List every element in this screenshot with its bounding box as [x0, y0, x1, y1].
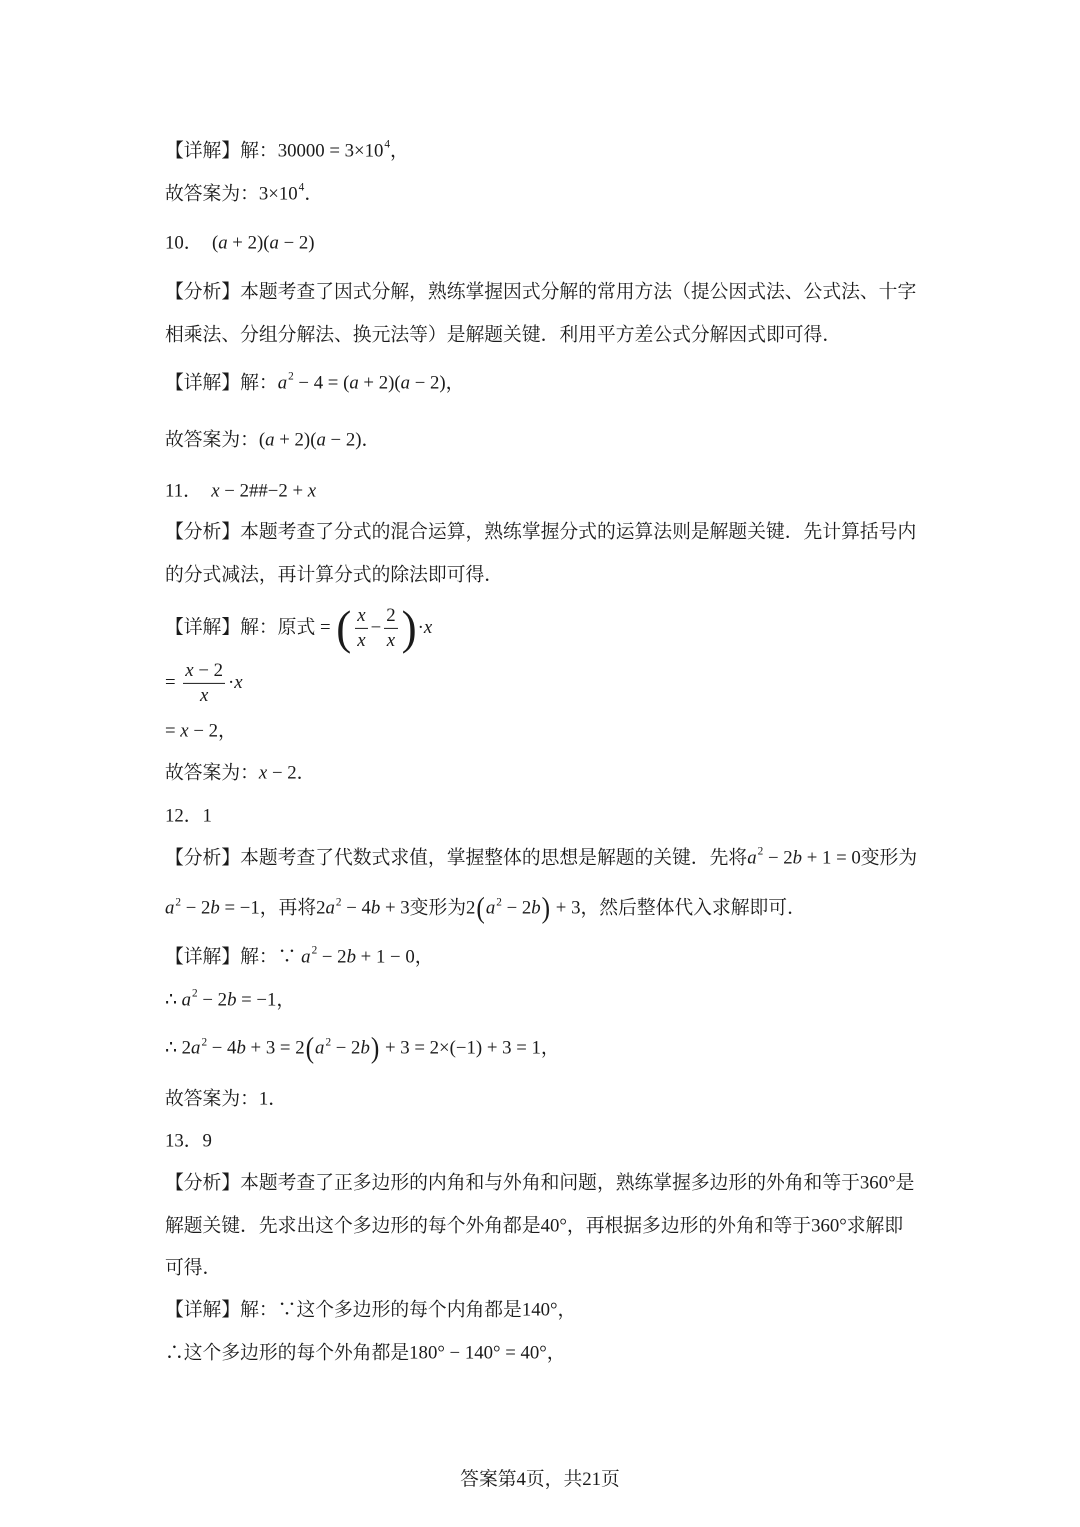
parenthesis: (	[336, 601, 352, 654]
text: ∴	[165, 989, 182, 1011]
math-variable: b	[360, 1037, 370, 1059]
math-text: 360°	[859, 1172, 896, 1194]
math-variable: a	[316, 429, 326, 451]
math-variable: a	[325, 897, 335, 919]
math-variable: a	[265, 429, 275, 451]
math-text: = −1	[236, 989, 277, 1011]
math-variable: a	[400, 372, 411, 394]
math-text: − 2	[501, 897, 532, 919]
math-text: ·	[417, 616, 424, 638]
math-text: 2	[386, 604, 396, 626]
fraction	[355, 605, 367, 651]
text-line	[165, 565, 503, 588]
math-variable: x	[185, 659, 194, 681]
math-text: − 4	[341, 897, 371, 919]
text: ，再根据多边形的外角和等于	[566, 1215, 812, 1237]
superscript: 4	[298, 182, 305, 195]
text-line	[165, 848, 917, 871]
text-line	[165, 481, 316, 504]
math-variable: b	[346, 946, 356, 968]
text-line	[165, 660, 243, 706]
text-line	[165, 806, 212, 829]
text-line	[165, 601, 433, 654]
text: 故答案为：	[165, 183, 259, 205]
text: ，	[218, 720, 237, 742]
text-line	[165, 141, 409, 164]
math-text: 13．9	[165, 1130, 212, 1152]
superscript: 2	[175, 896, 182, 909]
math-variable: b	[531, 897, 541, 919]
math-variable: x	[258, 762, 268, 784]
math-text: − 4 = (	[293, 372, 350, 394]
text: 是	[895, 1172, 915, 1194]
text: ．	[296, 762, 316, 784]
math-text: 2	[316, 897, 326, 919]
math-text: − 2)	[410, 372, 446, 394]
math-variable: b	[370, 897, 381, 919]
text: 【详解】解：∵	[165, 946, 302, 968]
text-line	[165, 282, 916, 305]
math-text: + 2)(	[274, 429, 317, 451]
fraction-numerator	[384, 605, 397, 629]
math-variable: b	[236, 1037, 246, 1059]
math-variable: a	[485, 897, 496, 919]
math-variable: a	[269, 232, 279, 254]
math-text: − 2	[331, 1037, 361, 1059]
math-text: 360°	[811, 1215, 847, 1237]
math-text: 40°	[540, 1215, 567, 1237]
math-text: 30000 = 3×10	[277, 140, 384, 162]
superscript: 2	[335, 896, 342, 909]
math-variable: b	[792, 847, 803, 869]
text-line	[165, 430, 380, 453]
parenthesis: )	[541, 892, 551, 925]
math-variable: x	[357, 629, 366, 651]
math-variable: a	[191, 1037, 201, 1059]
text: 【详解】解：∵这个多边形的每个内角都是	[165, 1299, 522, 1321]
text: ∴这个多边形的每个外角都是	[165, 1342, 410, 1364]
math-text: 140°	[521, 1299, 558, 1321]
math-variable: b	[210, 897, 220, 919]
math-variable: a	[181, 989, 192, 1011]
math-text: − 2	[317, 946, 347, 968]
parenthesis: (	[476, 892, 485, 925]
text-line	[165, 990, 295, 1013]
text-line	[165, 1343, 566, 1366]
text: 的分式减法，再计算分式的除法即可得．	[165, 564, 504, 586]
text: 求解即	[846, 1215, 904, 1237]
fraction	[384, 605, 397, 651]
text-line	[165, 1258, 221, 1281]
text: ，	[390, 140, 409, 162]
math-text: (	[258, 429, 266, 451]
text-line	[165, 373, 464, 396]
math-text: − 2)	[278, 232, 315, 254]
math-text: 11．	[165, 480, 212, 502]
text-line	[165, 947, 434, 970]
text: ，	[540, 1037, 560, 1059]
text: ，	[276, 989, 296, 1011]
text-line	[165, 892, 806, 925]
text-line	[165, 1089, 287, 1112]
math-variable: x	[211, 480, 220, 502]
text: 变形为	[860, 847, 918, 869]
fraction-numerator	[183, 660, 225, 684]
text: 故答案为：	[165, 429, 259, 451]
text: ，	[414, 946, 434, 968]
math-text: = −1	[219, 897, 260, 919]
math-variable: a	[165, 897, 175, 919]
parenthesis: )	[401, 601, 417, 654]
math-text: + 3	[380, 897, 410, 919]
text: ，	[557, 1299, 577, 1321]
math-text: 10． (	[165, 232, 219, 254]
fraction-numerator	[355, 605, 367, 629]
math-text: − 2	[197, 989, 228, 1011]
math-text: 180° − 140° = 40°	[409, 1342, 547, 1364]
text-line	[165, 721, 237, 744]
math-text: 2	[466, 897, 476, 919]
math-text: 12．1	[165, 805, 212, 827]
text: 变形为	[409, 897, 467, 919]
text: 故答案为：	[165, 762, 259, 784]
math-text: + 2)(	[227, 232, 270, 254]
math-variable: a	[747, 847, 757, 869]
text-line	[165, 1216, 903, 1239]
superscript: 2	[757, 846, 764, 859]
fraction-denominator	[198, 684, 210, 707]
math-text: − 2	[188, 720, 219, 742]
text-line	[165, 522, 916, 545]
math-variable: a	[349, 372, 359, 394]
superscript: 2	[192, 988, 198, 1001]
fraction-denominator	[355, 629, 367, 652]
text-line	[165, 184, 323, 207]
text: 【分析】本题考查了正多边形的内角和与外角和问题，熟练掌握多边形的外角和等于	[165, 1172, 860, 1194]
text: 故答案为：1．	[165, 1088, 288, 1110]
math-text: − 2)	[325, 429, 362, 451]
math-variable: x	[423, 616, 433, 638]
text: 【分析】本题考查了代数式求值，掌握整体的思想是解题的关键．先将	[165, 847, 748, 869]
math-text: =	[165, 720, 181, 742]
math-text: =	[315, 616, 336, 638]
text: 【详解】解：	[165, 140, 278, 162]
text: 【详解】解：	[165, 372, 278, 394]
math-variable: b	[227, 989, 237, 1011]
math-text: − 2	[181, 897, 211, 919]
math-text: + 1 = 0	[802, 847, 861, 869]
text: ．	[304, 183, 324, 205]
superscript: 2	[325, 1036, 332, 1049]
text: 【分析】本题考查了分式的混合运算，熟练掌握分式的运算法则是解题关键．先计算括号内	[165, 521, 917, 543]
math-variable: a	[277, 372, 288, 394]
text: ∴	[165, 1037, 182, 1059]
text: ，	[445, 372, 465, 394]
text: ．	[361, 429, 381, 451]
text-line	[165, 1300, 576, 1323]
math-variable: x	[386, 629, 396, 651]
math-variable: x	[199, 684, 209, 706]
math-text: 2	[181, 1037, 192, 1059]
math-text: 3×10	[258, 183, 298, 205]
parenthesis: (	[305, 1032, 315, 1065]
text-line	[165, 325, 841, 348]
text-line	[165, 1173, 914, 1196]
math-text: −	[370, 616, 382, 638]
superscript: 2	[288, 371, 294, 384]
math-text: ·	[228, 671, 235, 693]
math-text: − 2	[193, 659, 224, 681]
math-variable: x	[180, 720, 189, 742]
text: ，然后整体代入求解即可．	[580, 897, 806, 919]
math-variable: x	[357, 604, 366, 626]
math-variable: x	[307, 480, 317, 502]
fraction-denominator	[385, 629, 397, 652]
fraction	[183, 660, 225, 706]
math-variable: x	[234, 671, 243, 693]
math-variable: a	[315, 1037, 325, 1059]
text: 相乘法、分组分解法、换元法等）是解题关键．利用平方差公式分解因式即可得．	[165, 324, 842, 346]
superscript: 4	[384, 139, 391, 152]
math-text: + 2)(	[358, 372, 401, 394]
math-text: − 2	[763, 847, 793, 869]
text: 【分析】本题考查了因式分解，熟练掌握因式分解的常用方法（提公因式法、公式法、十字	[165, 281, 917, 303]
math-variable: a	[218, 232, 228, 254]
text-line	[165, 1032, 560, 1065]
text-line	[165, 1131, 212, 1154]
math-text: =	[165, 671, 181, 693]
text: ，再将	[259, 897, 317, 919]
math-variable: a	[301, 946, 311, 968]
text: 解题关键．先求出这个多边形的每个外角都是	[165, 1215, 541, 1237]
math-text: + 3	[551, 897, 581, 919]
superscript: 2	[311, 945, 318, 958]
text-line	[165, 233, 315, 256]
parenthesis: )	[370, 1032, 380, 1065]
text-line	[165, 763, 315, 786]
superscript: 2	[201, 1036, 208, 1049]
math-text: + 3 = 2×(−1) + 3 = 1	[380, 1037, 541, 1059]
math-text: − 4	[207, 1037, 237, 1059]
text: 【详解】解：原式	[165, 616, 316, 638]
page-footer: 答案第4页，共21页	[460, 1469, 620, 1490]
text: ，	[546, 1342, 566, 1364]
math-text: + 3 = 2	[245, 1037, 305, 1059]
math-text: + 1 − 0	[355, 946, 415, 968]
math-text: − 2	[267, 762, 297, 784]
math-text: − 2##−2 +	[219, 480, 308, 502]
text: 可得．	[165, 1257, 222, 1279]
superscript: 2	[496, 896, 502, 909]
